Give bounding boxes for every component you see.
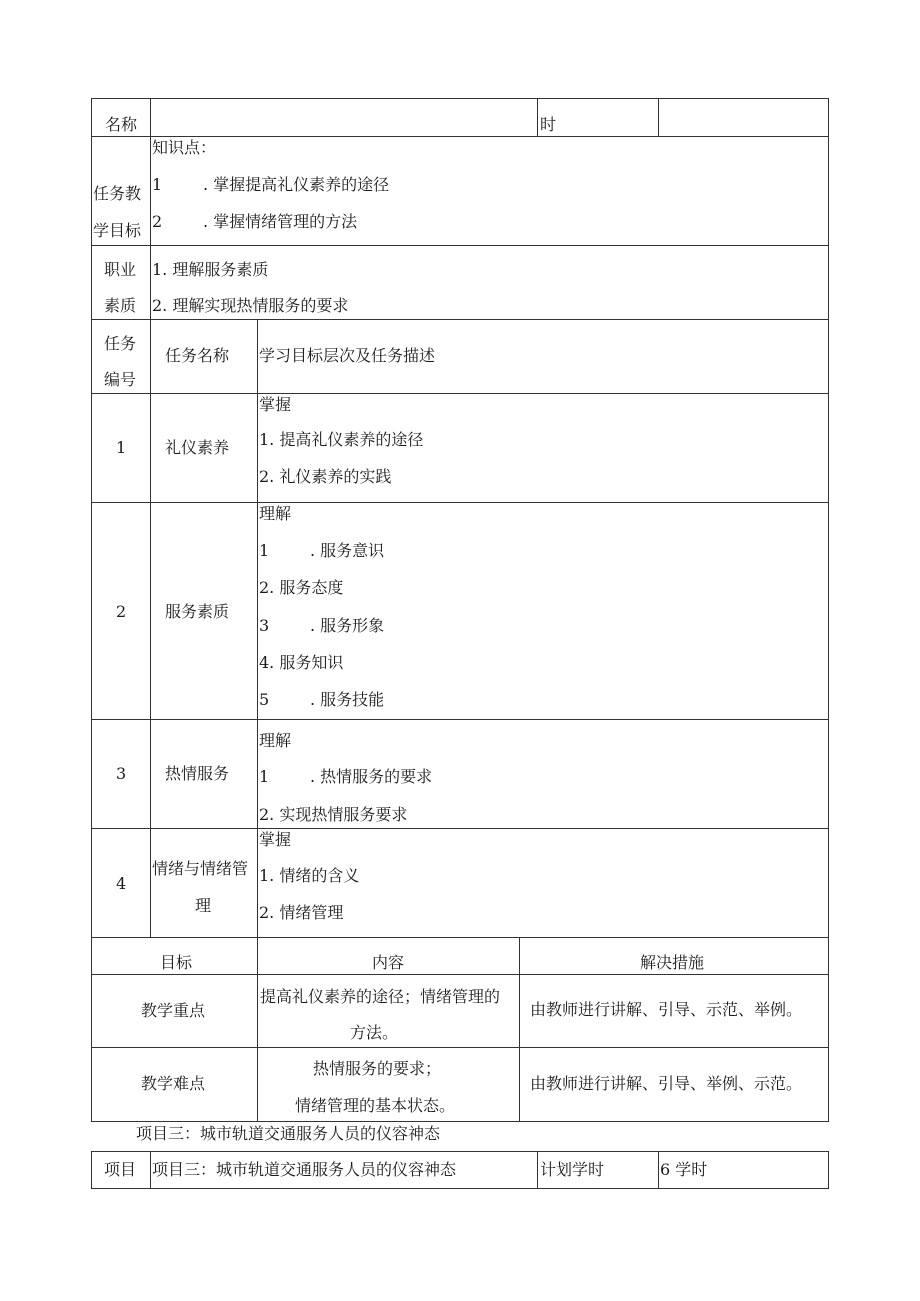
- project-name: 项目三：城市轨道交通服务人员的仪容神态: [152, 1160, 457, 1179]
- task-line: 1. 情绪的含义: [259, 866, 360, 885]
- task-line: 1. 提高礼仪素养的途径: [259, 430, 424, 449]
- knowledge-header: 知识点：: [152, 138, 217, 157]
- key-point-measure: 由教师进行讲解、引导、示范、举例。: [530, 1000, 803, 1019]
- task-number: 3: [116, 764, 127, 783]
- task-line-num: 1: [259, 767, 270, 786]
- task-row: [257, 502, 829, 720]
- key-header-target: 目标: [160, 953, 193, 972]
- task-number: 4: [116, 874, 127, 893]
- task-name: 礼仪素养: [165, 438, 230, 457]
- task-line-num: 3: [259, 616, 270, 635]
- task-level: 理解: [259, 731, 292, 750]
- task-line: . 服务技能: [310, 690, 385, 709]
- difficult-point-content: 热情服务的要求；: [313, 1059, 442, 1078]
- goal-item-num: 1: [152, 175, 163, 194]
- task-line: 2. 礼仪素养的实践: [259, 467, 392, 486]
- quality-item: 2. 理解实现热情服务的要求: [152, 296, 349, 315]
- task-line: . 服务意识: [310, 541, 385, 560]
- task-name-header: 任务名称: [165, 346, 230, 365]
- task-name: 热情服务: [165, 764, 230, 783]
- task-level: 掌握: [259, 395, 292, 414]
- key-header-measure: 解决措施: [640, 953, 705, 972]
- task-desc-header: 学习目标层次及任务描述: [259, 346, 436, 365]
- task-line: 4. 服务知识: [259, 653, 344, 672]
- goal-item-text: . 掌握情绪管理的方法: [203, 212, 358, 231]
- quality-label-line1: 职业: [104, 260, 137, 279]
- difficult-point-measure: 由教师进行讲解、引导、举例、示范。: [530, 1074, 803, 1093]
- task-line: 2. 实现热情服务要求: [259, 805, 408, 824]
- key-point-content: 提高礼仪素养的途径；情绪管理的: [260, 987, 501, 1006]
- goal-item-num: 2: [152, 212, 163, 231]
- task-num-header-line1: 任务: [104, 334, 137, 353]
- project-label: 项目: [104, 1160, 137, 1179]
- goals-label-line2: 学目标: [93, 221, 142, 240]
- key-header-content: 内容: [372, 953, 405, 972]
- task-name: 情绪与情绪管: [152, 859, 249, 878]
- goal-item-text: . 掌握提高礼仪素养的途径: [203, 175, 390, 194]
- task-number: 2: [116, 602, 127, 621]
- task-line: . 服务形象: [310, 616, 385, 635]
- project-caption: 项目三：城市轨道交通服务人员的仪容神态: [136, 1124, 441, 1143]
- task-line: 2. 情绪管理: [259, 903, 344, 922]
- hours-label: 时: [540, 115, 557, 134]
- key-point-target: 教学重点: [141, 1001, 206, 1020]
- difficult-point-target: 教学难点: [141, 1074, 206, 1093]
- task-level: 掌握: [259, 830, 292, 849]
- difficult-point-content: 情绪管理的基本状态。: [295, 1096, 456, 1115]
- plan-label: 计划学时: [540, 1160, 605, 1179]
- task-line: . 热情服务的要求: [310, 767, 433, 786]
- quality-label-line2: 素质: [104, 296, 137, 315]
- name-value-cell: [150, 98, 538, 137]
- goals-label-line1: 任务教: [93, 184, 142, 203]
- hours-value-cell: [658, 98, 829, 137]
- task-num-header-line2: 编号: [104, 370, 137, 389]
- task-name: 理: [195, 896, 212, 915]
- name-label: 名称: [105, 115, 138, 134]
- key-point-content: 方法。: [350, 1023, 399, 1042]
- task-line: 2. 服务态度: [259, 578, 344, 597]
- task-level: 理解: [259, 504, 292, 523]
- plan-value: 6 学时: [660, 1160, 708, 1179]
- task-name: 服务素质: [165, 602, 230, 621]
- quality-item: 1. 理解服务素质: [152, 260, 269, 279]
- task-line-num: 5: [259, 690, 270, 709]
- task-row: [150, 828, 258, 938]
- task-number: 1: [116, 438, 127, 457]
- task-line-num: 1: [259, 541, 270, 560]
